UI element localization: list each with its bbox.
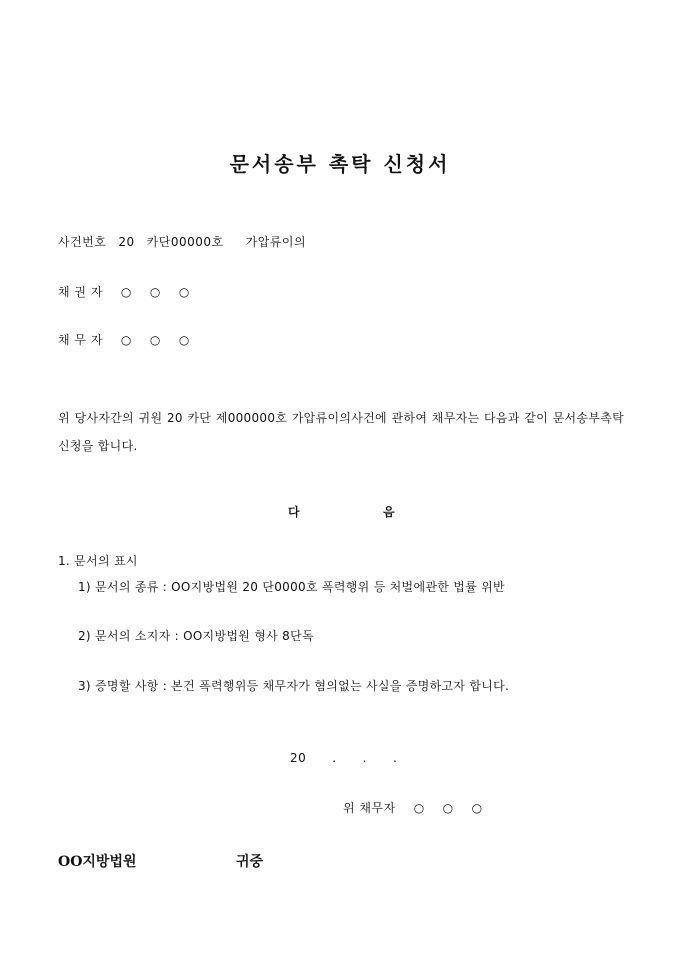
heading-left: 다 xyxy=(288,505,300,519)
section-title: 1. 문서의 표시 xyxy=(58,554,138,568)
item-proof-matter: 3) 증명할 사항 : 본건 폭력행위등 채무자가 혐의없는 사실을 증명하고자 합니다. xyxy=(78,679,510,693)
signer-label: 위 채무자 xyxy=(343,801,396,815)
signer-mark: ○ xyxy=(471,801,483,815)
recipient-suffix: 귀중 xyxy=(236,854,264,870)
signer-mark: ○ xyxy=(442,801,454,815)
court-name: OO지방법원 xyxy=(58,854,137,870)
creditor-line xyxy=(58,283,190,300)
creditor-mark: ○ xyxy=(149,285,161,299)
debtor-mark: ○ xyxy=(149,333,161,347)
case-number: 카단00000호 xyxy=(146,235,224,249)
case-name: 가압류이의 xyxy=(245,235,307,249)
heading-right: 음 xyxy=(383,505,395,519)
document-title: 문서송부 촉탁 신청서 xyxy=(229,152,451,176)
date-separator: . xyxy=(392,751,398,765)
signer-line xyxy=(343,799,483,816)
debtor-label: 채 무 자 xyxy=(58,333,103,347)
case-label: 사건번호 xyxy=(58,235,107,249)
debtor-mark: ○ xyxy=(120,333,132,347)
item-document-holder: 2) 문서의 소지자 : OO지방법원 형사 8단독 xyxy=(78,629,314,643)
case-number-line xyxy=(58,233,306,250)
date-year: 20 xyxy=(290,751,307,765)
creditor-label: 채 권 자 xyxy=(58,285,103,299)
debtor-mark: ○ xyxy=(178,333,190,347)
debtor-line xyxy=(58,331,190,348)
date-line xyxy=(290,751,397,765)
item-document-type: 1) 문서의 종류 : OO지방법원 20 단0000호 폭력행위 등 처벌에관한 법률 위반 xyxy=(78,580,505,594)
date-separator: . xyxy=(362,751,367,765)
body-paragraph: 위 당사자간의 귀원 20 카단 제000000호 가압류이의사건에 관하여 채무자는 다음과 같이 문서송부촉탁 신청을 합니다. xyxy=(58,411,624,453)
date-separator: . xyxy=(332,751,337,765)
creditor-mark: ○ xyxy=(120,285,132,299)
signer-mark: ○ xyxy=(413,801,425,815)
case-year: 20 xyxy=(118,235,135,249)
creditor-mark: ○ xyxy=(178,285,190,299)
